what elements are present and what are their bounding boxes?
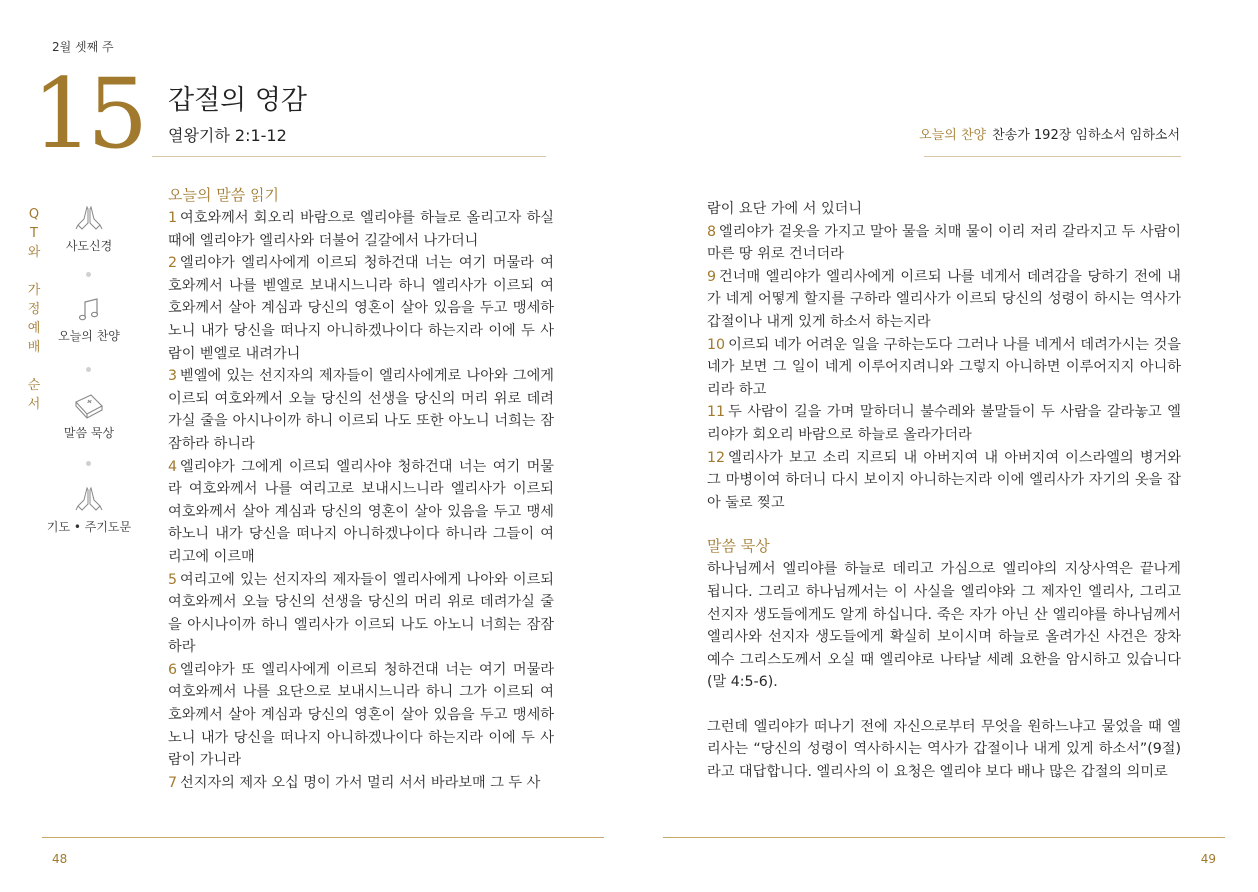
praying-hands-icon (74, 205, 104, 233)
verse-text: 엘리야가 엘리사에게 이르되 청하건대 너는 여기 머물라 여호와께서 나를 벧엘로 보내시느니라 하니 엘리사가 이르되 여호와께서 살아 계심과 당신의 영혼이 살아 있음을 두고 맹세하노니 내가 당신을 떠나지 아니하겠나이다 하는지라 이에 두 사람이 벧엘로 내려가니 (168, 255, 554, 362)
verse (168, 569, 554, 659)
vertical-char: T (30, 226, 38, 241)
reading-heading: 오늘의 말씀 읽기 (168, 186, 279, 204)
verse-text: 엘리야가 그에게 이르되 엘리사야 청하건대 너는 여기 머물라 여호와께서 나를 여리고로 보내시느니라 엘리사가 이르되 여호와께서 살아 계심과 당신의 영혼이 살아 있음을 두고 맹세하노니 내가 당신을 떠나지 아니하겠나이다 하니라 그들이 여리고에 이르매 (168, 458, 554, 565)
verse-text: 엘리야가 겉옷을 가지고 말아 물을 치매 물이 이리 저리 갈라지고 두 사람이 마른 땅 위로 건너더라 (707, 223, 1181, 263)
page-number-left: 48 (52, 852, 68, 866)
hymn-text: 찬송가 192장 임하소서 임하소서 (992, 128, 1180, 143)
vertical-char: 배 (27, 340, 41, 355)
meditation-heading: 말씀 묵상 (707, 537, 770, 556)
vertical-char: 순 (27, 378, 41, 393)
verse-number: 5 (168, 571, 178, 588)
vertical-gap (27, 262, 41, 281)
verse (168, 252, 554, 365)
sidebar-dot (86, 272, 91, 277)
vertical-char: 가 (27, 283, 41, 298)
music-note-icon (76, 297, 102, 323)
vertical-char: 와 (27, 245, 41, 260)
verse (168, 772, 554, 795)
meditation-paragraph: 하나님께서 엘리야를 하늘로 데리고 가심으로 엘리야의 지상사역은 끝나게 됩니다. 그리고 하나님께서는 이 사실을 엘리야와 그 제자인 엘리사, 그리고 선지자 생도들에게도 알게 하십니다. 죽은 자가 아닌 산 엘리야를 하나님께서 엘리사와 선지자 생도들에게 확실히 보이시며 하늘로 올려가신 사건은 장차 예수 그리스도께서 오실 때 엘리야로 나타날 세례 요한을 암시하고 있습니다(말 4:5-6). (707, 561, 1181, 691)
verse (707, 221, 1181, 266)
sidebar-item-meditation (44, 392, 134, 441)
vertical-section-title (27, 205, 41, 414)
reading-continued (707, 198, 1181, 784)
verse-number: 10 (707, 336, 726, 353)
verse (707, 401, 1181, 446)
sidebar-item-label: 사도신경 (65, 239, 113, 253)
week-label: 2월 셋째 주 (52, 40, 114, 54)
verse-text: 벧엘에 있는 선지자의 제자들이 엘리사에게로 나아와 그에게 이르되 여호와께서 오늘 당신의 선생을 당신의 머리 위로 데려가실 줄을 아시나이까 하니 이르되 나도 또한 아노니 너희는 잠잠하라 하니라 (168, 368, 554, 452)
footer-divider-right (663, 837, 1225, 838)
verse-text: 여리고에 있는 선지자의 제자들이 엘리사에게 나아와 이르되 여호와께서 오늘 당신의 선생을 당신의 머리 위로 데려가실 줄을 아시나이까 하니 엘리사가 이르되 나도 아노니 너희는 잠잠하라 (168, 571, 554, 656)
vertical-char: 정 (27, 302, 41, 317)
verse-text: 엘리야가 또 엘리사에게 이르되 청하건대 너는 여기 머물라 여호와께서 나를 요단으로 보내시느니라 하니 그가 이르되 여호와께서 살아 계심과 당신의 영혼이 살아 있음을 두고 맹세하노니 내가 당신을 떠나지 아니하겠나이다 하는지라 이에 두 사람이 가니라 (168, 661, 554, 769)
verse-text: 이르되 네가 어려운 일을 구하는도다 그러나 나를 네게서 데려가시는 것을 네가 보면 그 일이 네게 이루어지려니와 그렇지 아니하면 이루어지지 아니하리라 하고 (707, 336, 1181, 398)
day-number: 15 (32, 58, 143, 170)
page-title: 갑절의 영감 (168, 85, 307, 116)
sidebar-item-creed (44, 205, 134, 254)
verse (707, 334, 1181, 402)
verse (707, 447, 1181, 515)
footer-divider-left (42, 837, 604, 838)
verse-number: 11 (707, 404, 726, 421)
verse-continuation: 람이 요단 가에 서 있더니 (707, 201, 863, 217)
spacer (707, 514, 1181, 534)
verse-number: 6 (168, 661, 178, 678)
verse (168, 207, 554, 252)
sidebar-item-hymn (44, 297, 134, 344)
sidebar-item-label: 기도 • 주기도문 (46, 520, 132, 534)
hymn-label: 오늘의 찬양 (919, 128, 987, 143)
verse (168, 456, 554, 569)
sidebar-dot (86, 367, 91, 372)
verse-number: 12 (707, 449, 726, 466)
header-divider-right (924, 156, 1181, 157)
scripture-reference: 열왕기하 2:1-12 (168, 126, 287, 145)
verse-number: 8 (707, 223, 717, 240)
verse-text: 엘리사가 보고 소리 지르되 내 아버지여 내 아버지여 이스라엘의 병거와 그 마병이여 하더니 다시 보이지 아니하는지라 이에 엘리사가 자기의 옷을 잡아 둘로 찢고 (707, 449, 1181, 511)
vertical-char: Q (28, 207, 40, 222)
verse-text: 두 사람이 길을 가며 말하더니 불수레와 불말들이 두 사람을 갈라놓고 엘리야가 회오리 바람으로 하늘로 올라가더라 (707, 404, 1181, 443)
verse-text: 건너매 엘리야가 엘리사에게 이르되 나를 네게서 데려감을 당하기 전에 내가 네게 어떻게 할지를 구하라 엘리사가 이르되 당신의 성령이 하시는 역사가 갑절이나 내게 있게 하소서 하는지라 (707, 268, 1181, 330)
scripture-reading (168, 183, 554, 794)
verse-number: 1 (168, 210, 178, 226)
bible-icon (73, 392, 105, 420)
verse-number: 7 (168, 774, 178, 791)
sidebar-item-prayer (44, 486, 134, 535)
verse-number: 9 (707, 268, 717, 285)
verse (168, 659, 554, 772)
verse-number: 2 (168, 255, 178, 272)
sidebar-dot (86, 461, 91, 466)
vertical-char: 서 (27, 397, 41, 412)
praying-hands-icon (74, 486, 104, 514)
verse-number: 3 (168, 368, 178, 385)
verse (168, 365, 554, 455)
verse-text: 선지자의 제자 오십 명이 가서 멀리 서서 바라보매 그 두 사 (180, 774, 541, 791)
sidebar-item-label: 말씀 묵상 (63, 426, 115, 440)
header-divider-left (152, 156, 546, 157)
page-number-right: 49 (1200, 852, 1216, 866)
sidebar-item-label: 오늘의 찬양 (58, 329, 120, 343)
vertical-char: 예 (27, 321, 41, 336)
verse-text: 여호와께서 회오리 바람으로 엘리야를 하늘로 올리고자 하실 때에 엘리야가 엘리사와 더불어 길갈에서 나가더니 (168, 210, 554, 249)
todays-hymn (919, 124, 1180, 143)
vertical-gap (27, 357, 41, 376)
spacer (707, 694, 1181, 716)
verse (707, 266, 1181, 334)
meditation-paragraph: 그런데 엘리야가 떠나기 전에 자신으로부터 무엇을 원하느냐고 물었을 때 엘리사는 “당신의 성령이 역사하시는 역사가 갑절이나 내게 있게 하소서”(9절)라고 대답합니다. 엘리사의 이 요청은 엘리야 보다 배나 많은 갑절의 의미로 (707, 718, 1181, 781)
verse-number: 4 (168, 458, 178, 475)
